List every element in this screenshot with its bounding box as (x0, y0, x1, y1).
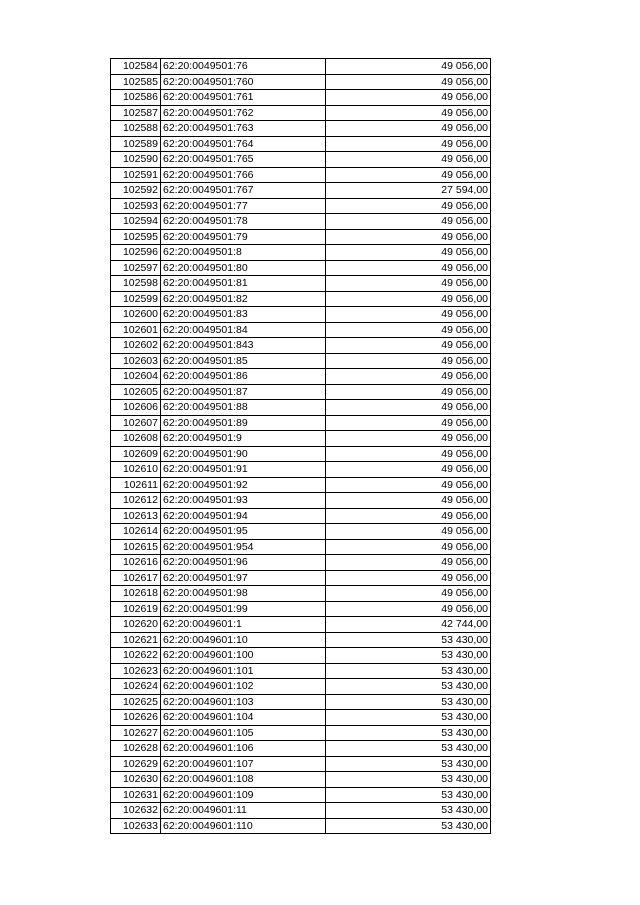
table-row (111, 260, 491, 276)
row-id-cell: 102601 (111, 322, 161, 338)
cadastral-number-cell: 62:20:0049501:80 (161, 260, 326, 276)
value-cell: 49 056,00 (326, 555, 491, 571)
cadastral-number-cell: 62:20:0049601:107 (161, 756, 326, 772)
row-id-cell: 102626 (111, 710, 161, 726)
value-cell: 49 056,00 (326, 493, 491, 509)
cadastral-number-cell: 62:20:0049501:767 (161, 183, 326, 199)
row-id-cell: 102605 (111, 384, 161, 400)
row-id-cell: 102608 (111, 431, 161, 447)
value-cell: 53 430,00 (326, 772, 491, 788)
value-cell: 49 056,00 (326, 214, 491, 230)
table-row (111, 291, 491, 307)
table-row (111, 586, 491, 602)
value-cell: 42 744,00 (326, 617, 491, 633)
row-id-cell: 102624 (111, 679, 161, 695)
value-cell: 53 430,00 (326, 725, 491, 741)
value-cell: 49 056,00 (326, 74, 491, 90)
table-row (111, 725, 491, 741)
value-cell: 53 430,00 (326, 787, 491, 803)
table-row (111, 555, 491, 571)
value-cell: 49 056,00 (326, 121, 491, 137)
value-cell: 49 056,00 (326, 229, 491, 245)
row-id-cell: 102620 (111, 617, 161, 633)
value-cell: 49 056,00 (326, 477, 491, 493)
row-id-cell: 102584 (111, 59, 161, 75)
cadastral-number-cell: 62:20:0049601:103 (161, 694, 326, 710)
row-id-cell: 102633 (111, 818, 161, 834)
row-id-cell: 102612 (111, 493, 161, 509)
row-id-cell: 102630 (111, 772, 161, 788)
table-row (111, 710, 491, 726)
value-cell: 49 056,00 (326, 260, 491, 276)
row-id-cell: 102587 (111, 105, 161, 121)
document-page (110, 58, 491, 834)
table-row (111, 818, 491, 834)
row-id-cell: 102590 (111, 152, 161, 168)
cadastral-number-cell: 62:20:0049501:82 (161, 291, 326, 307)
cadastral-number-cell: 62:20:0049501:98 (161, 586, 326, 602)
table-row (111, 462, 491, 478)
value-cell: 49 056,00 (326, 276, 491, 292)
cadastral-number-cell: 62:20:0049601:100 (161, 648, 326, 664)
cadastral-number-cell: 62:20:0049501:92 (161, 477, 326, 493)
row-id-cell: 102592 (111, 183, 161, 199)
cadastral-number-cell: 62:20:0049501:97 (161, 570, 326, 586)
value-cell: 49 056,00 (326, 508, 491, 524)
row-id-cell: 102611 (111, 477, 161, 493)
value-cell: 49 056,00 (326, 462, 491, 478)
row-id-cell: 102589 (111, 136, 161, 152)
table-row (111, 539, 491, 555)
row-id-cell: 102618 (111, 586, 161, 602)
cadastral-number-cell: 62:20:0049501:760 (161, 74, 326, 90)
row-id-cell: 102595 (111, 229, 161, 245)
table-row (111, 663, 491, 679)
row-id-cell: 102597 (111, 260, 161, 276)
cadastral-number-cell: 62:20:0049501:85 (161, 353, 326, 369)
value-cell: 49 056,00 (326, 524, 491, 540)
cadastral-number-cell: 62:20:0049501:95 (161, 524, 326, 540)
table-row (111, 121, 491, 137)
value-cell: 49 056,00 (326, 338, 491, 354)
value-cell: 53 430,00 (326, 818, 491, 834)
table-row (111, 694, 491, 710)
value-cell: 49 056,00 (326, 384, 491, 400)
table-row (111, 400, 491, 416)
data-table (110, 58, 491, 834)
table-row (111, 803, 491, 819)
table-row (111, 508, 491, 524)
table-row (111, 493, 491, 509)
table-row (111, 90, 491, 106)
table-row (111, 446, 491, 462)
cadastral-number-cell: 62:20:0049501:96 (161, 555, 326, 571)
row-id-cell: 102588 (111, 121, 161, 137)
cadastral-number-cell: 62:20:0049501:93 (161, 493, 326, 509)
value-cell: 49 056,00 (326, 198, 491, 214)
row-id-cell: 102593 (111, 198, 161, 214)
row-id-cell: 102609 (111, 446, 161, 462)
row-id-cell: 102616 (111, 555, 161, 571)
cadastral-number-cell: 62:20:0049501:764 (161, 136, 326, 152)
value-cell: 53 430,00 (326, 648, 491, 664)
table-row (111, 632, 491, 648)
row-id-cell: 102627 (111, 725, 161, 741)
row-id-cell: 102625 (111, 694, 161, 710)
value-cell: 49 056,00 (326, 570, 491, 586)
table-row (111, 772, 491, 788)
value-cell: 49 056,00 (326, 415, 491, 431)
value-cell: 49 056,00 (326, 601, 491, 617)
row-id-cell: 102585 (111, 74, 161, 90)
table-row (111, 105, 491, 121)
row-id-cell: 102607 (111, 415, 161, 431)
row-id-cell: 102586 (111, 90, 161, 106)
table-row (111, 756, 491, 772)
row-id-cell: 102594 (111, 214, 161, 230)
cadastral-number-cell: 62:20:0049501:765 (161, 152, 326, 168)
row-id-cell: 102598 (111, 276, 161, 292)
cadastral-number-cell: 62:20:0049601:10 (161, 632, 326, 648)
value-cell: 49 056,00 (326, 291, 491, 307)
row-id-cell: 102596 (111, 245, 161, 261)
row-id-cell: 102623 (111, 663, 161, 679)
cadastral-number-cell: 62:20:0049601:109 (161, 787, 326, 803)
table-row (111, 477, 491, 493)
table-row (111, 59, 491, 75)
cadastral-number-cell: 62:20:0049501:763 (161, 121, 326, 137)
value-cell: 49 056,00 (326, 369, 491, 385)
table-row (111, 245, 491, 261)
row-id-cell: 102615 (111, 539, 161, 555)
table-row (111, 415, 491, 431)
cadastral-number-cell: 62:20:0049501:87 (161, 384, 326, 400)
cadastral-number-cell: 62:20:0049501:89 (161, 415, 326, 431)
row-id-cell: 102622 (111, 648, 161, 664)
value-cell: 49 056,00 (326, 446, 491, 462)
value-cell: 53 430,00 (326, 710, 491, 726)
row-id-cell: 102628 (111, 741, 161, 757)
cadastral-number-cell: 62:20:0049501:77 (161, 198, 326, 214)
row-id-cell: 102603 (111, 353, 161, 369)
cadastral-number-cell: 62:20:0049501:843 (161, 338, 326, 354)
value-cell: 49 056,00 (326, 152, 491, 168)
table-row (111, 369, 491, 385)
table-row (111, 229, 491, 245)
value-cell: 49 056,00 (326, 307, 491, 323)
cadastral-number-cell: 62:20:0049501:954 (161, 539, 326, 555)
cadastral-number-cell: 62:20:0049601:105 (161, 725, 326, 741)
cadastral-number-cell: 62:20:0049601:102 (161, 679, 326, 695)
table-row (111, 524, 491, 540)
row-id-cell: 102621 (111, 632, 161, 648)
row-id-cell: 102604 (111, 369, 161, 385)
table-row (111, 74, 491, 90)
value-cell: 53 430,00 (326, 694, 491, 710)
table-row (111, 276, 491, 292)
table-row (111, 570, 491, 586)
cadastral-number-cell: 62:20:0049501:81 (161, 276, 326, 292)
cadastral-number-cell: 62:20:0049501:766 (161, 167, 326, 183)
cadastral-number-cell: 62:20:0049601:110 (161, 818, 326, 834)
table-row (111, 787, 491, 803)
cadastral-number-cell: 62:20:0049601:104 (161, 710, 326, 726)
table-row (111, 183, 491, 199)
cadastral-number-cell: 62:20:0049601:101 (161, 663, 326, 679)
cadastral-number-cell: 62:20:0049501:79 (161, 229, 326, 245)
cadastral-number-cell: 62:20:0049501:86 (161, 369, 326, 385)
table-row (111, 353, 491, 369)
table-row (111, 136, 491, 152)
cadastral-number-cell: 62:20:0049601:106 (161, 741, 326, 757)
table-row (111, 431, 491, 447)
value-cell: 53 430,00 (326, 756, 491, 772)
cadastral-number-cell: 62:20:0049601:11 (161, 803, 326, 819)
cadastral-number-cell: 62:20:0049501:83 (161, 307, 326, 323)
table-body (111, 59, 491, 834)
table-row (111, 307, 491, 323)
cadastral-number-cell: 62:20:0049501:94 (161, 508, 326, 524)
cadastral-number-cell: 62:20:0049501:8 (161, 245, 326, 261)
value-cell: 53 430,00 (326, 679, 491, 695)
table-row (111, 198, 491, 214)
value-cell: 53 430,00 (326, 632, 491, 648)
cadastral-number-cell: 62:20:0049501:78 (161, 214, 326, 230)
cadastral-number-cell: 62:20:0049501:84 (161, 322, 326, 338)
value-cell: 49 056,00 (326, 136, 491, 152)
value-cell: 49 056,00 (326, 90, 491, 106)
cadastral-number-cell: 62:20:0049601:108 (161, 772, 326, 788)
cadastral-number-cell: 62:20:0049501:99 (161, 601, 326, 617)
table-row (111, 152, 491, 168)
value-cell: 49 056,00 (326, 539, 491, 555)
table-row (111, 741, 491, 757)
cadastral-number-cell: 62:20:0049601:1 (161, 617, 326, 633)
row-id-cell: 102619 (111, 601, 161, 617)
cadastral-number-cell: 62:20:0049501:91 (161, 462, 326, 478)
cadastral-number-cell: 62:20:0049501:76 (161, 59, 326, 75)
value-cell: 53 430,00 (326, 803, 491, 819)
value-cell: 49 056,00 (326, 353, 491, 369)
value-cell: 53 430,00 (326, 663, 491, 679)
cadastral-number-cell: 62:20:0049501:761 (161, 90, 326, 106)
table-row (111, 601, 491, 617)
value-cell: 53 430,00 (326, 741, 491, 757)
cadastral-number-cell: 62:20:0049501:90 (161, 446, 326, 462)
table-row (111, 338, 491, 354)
table-row (111, 384, 491, 400)
value-cell: 49 056,00 (326, 400, 491, 416)
value-cell: 49 056,00 (326, 586, 491, 602)
table-row (111, 322, 491, 338)
value-cell: 49 056,00 (326, 431, 491, 447)
row-id-cell: 102617 (111, 570, 161, 586)
row-id-cell: 102600 (111, 307, 161, 323)
table-row (111, 648, 491, 664)
row-id-cell: 102599 (111, 291, 161, 307)
cadastral-number-cell: 62:20:0049501:88 (161, 400, 326, 416)
value-cell: 49 056,00 (326, 322, 491, 338)
row-id-cell: 102606 (111, 400, 161, 416)
row-id-cell: 102602 (111, 338, 161, 354)
cadastral-number-cell: 62:20:0049501:9 (161, 431, 326, 447)
table-row (111, 167, 491, 183)
row-id-cell: 102591 (111, 167, 161, 183)
table-row (111, 617, 491, 633)
row-id-cell: 102613 (111, 508, 161, 524)
row-id-cell: 102629 (111, 756, 161, 772)
table-row (111, 679, 491, 695)
row-id-cell: 102632 (111, 803, 161, 819)
cadastral-number-cell: 62:20:0049501:762 (161, 105, 326, 121)
row-id-cell: 102614 (111, 524, 161, 540)
value-cell: 49 056,00 (326, 245, 491, 261)
value-cell: 49 056,00 (326, 105, 491, 121)
row-id-cell: 102610 (111, 462, 161, 478)
value-cell: 49 056,00 (326, 167, 491, 183)
value-cell: 27 594,00 (326, 183, 491, 199)
row-id-cell: 102631 (111, 787, 161, 803)
value-cell: 49 056,00 (326, 59, 491, 75)
table-row (111, 214, 491, 230)
